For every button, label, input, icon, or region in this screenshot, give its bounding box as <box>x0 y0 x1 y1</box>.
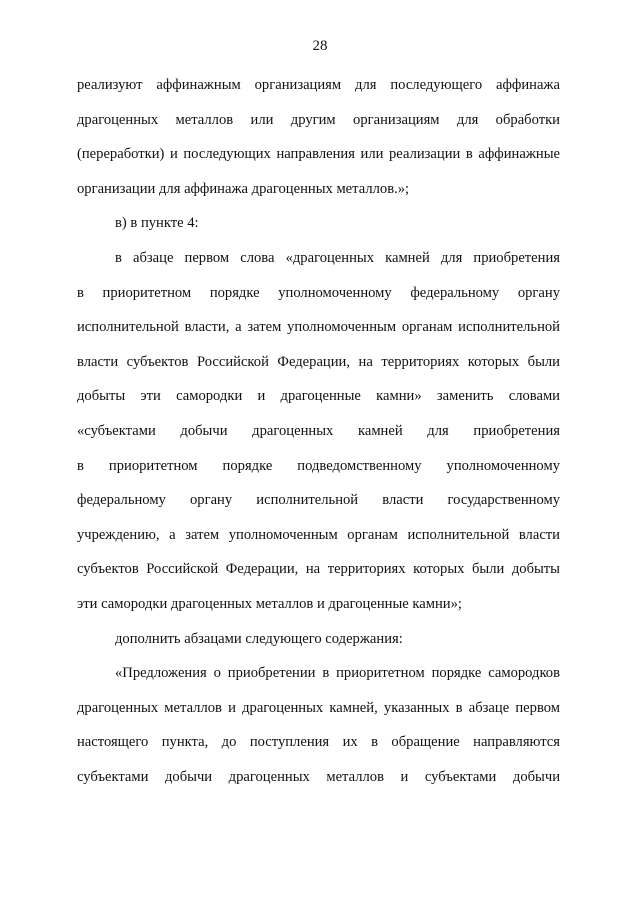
text-line: власти субъектов Российской Федерации, на территориях которых были <box>77 353 560 370</box>
text-line: организации для аффинажа драгоценных металлов.»; <box>77 180 410 197</box>
text-line: «Предложения о приобретении в приоритетном порядке самородков <box>115 665 560 682</box>
text-line: субъектов Российской Федерации, на территориях которых были добыты <box>77 561 560 578</box>
text-line: драгоценных металлов и драгоценных камней, указанных в абзаце первом <box>77 699 560 716</box>
text-line: настоящего пункта, до поступления их в обращение направляются <box>77 734 560 751</box>
text-line: учреждению, а затем уполномоченным органам исполнительной власти <box>77 526 560 543</box>
text-line: в приоритетном порядке подведомственному уполномоченному <box>77 457 560 474</box>
text-line: исполнительной власти, а затем уполномоченным органам исполнительной <box>77 319 560 336</box>
text-line: добыты эти самородки и драгоценные камни» заменить словами <box>77 388 560 405</box>
text-line: эти самородки драгоценных металлов и драгоценные камни»; <box>77 595 462 612</box>
text-line: федеральному органу исполнительной власти государственному <box>77 492 560 509</box>
text-line: драгоценных металлов или другим организациям для обработки <box>77 111 560 128</box>
text-line: «субъектами добычи драгоценных камней для приобретения <box>77 422 560 439</box>
text-line: субъектами добычи драгоценных металлов и субъектами добычи <box>77 768 560 785</box>
text-line: реализуют аффинажным организациям для последующего аффинажа <box>77 77 560 93</box>
text-line: в приоритетном порядке уполномоченному федеральному органу <box>77 284 560 301</box>
document-body <box>77 68 560 794</box>
text-line: в абзаце первом слова «драгоценных камней для приобретения <box>115 249 560 266</box>
page-number: 28 <box>312 38 328 54</box>
text-line: дополнить абзацами следующего содержания: <box>115 630 403 647</box>
text-line: (переработки) и последующих направления или реализации в аффинажные <box>77 146 560 163</box>
subitem-heading: в) в пункте 4: <box>115 215 199 232</box>
